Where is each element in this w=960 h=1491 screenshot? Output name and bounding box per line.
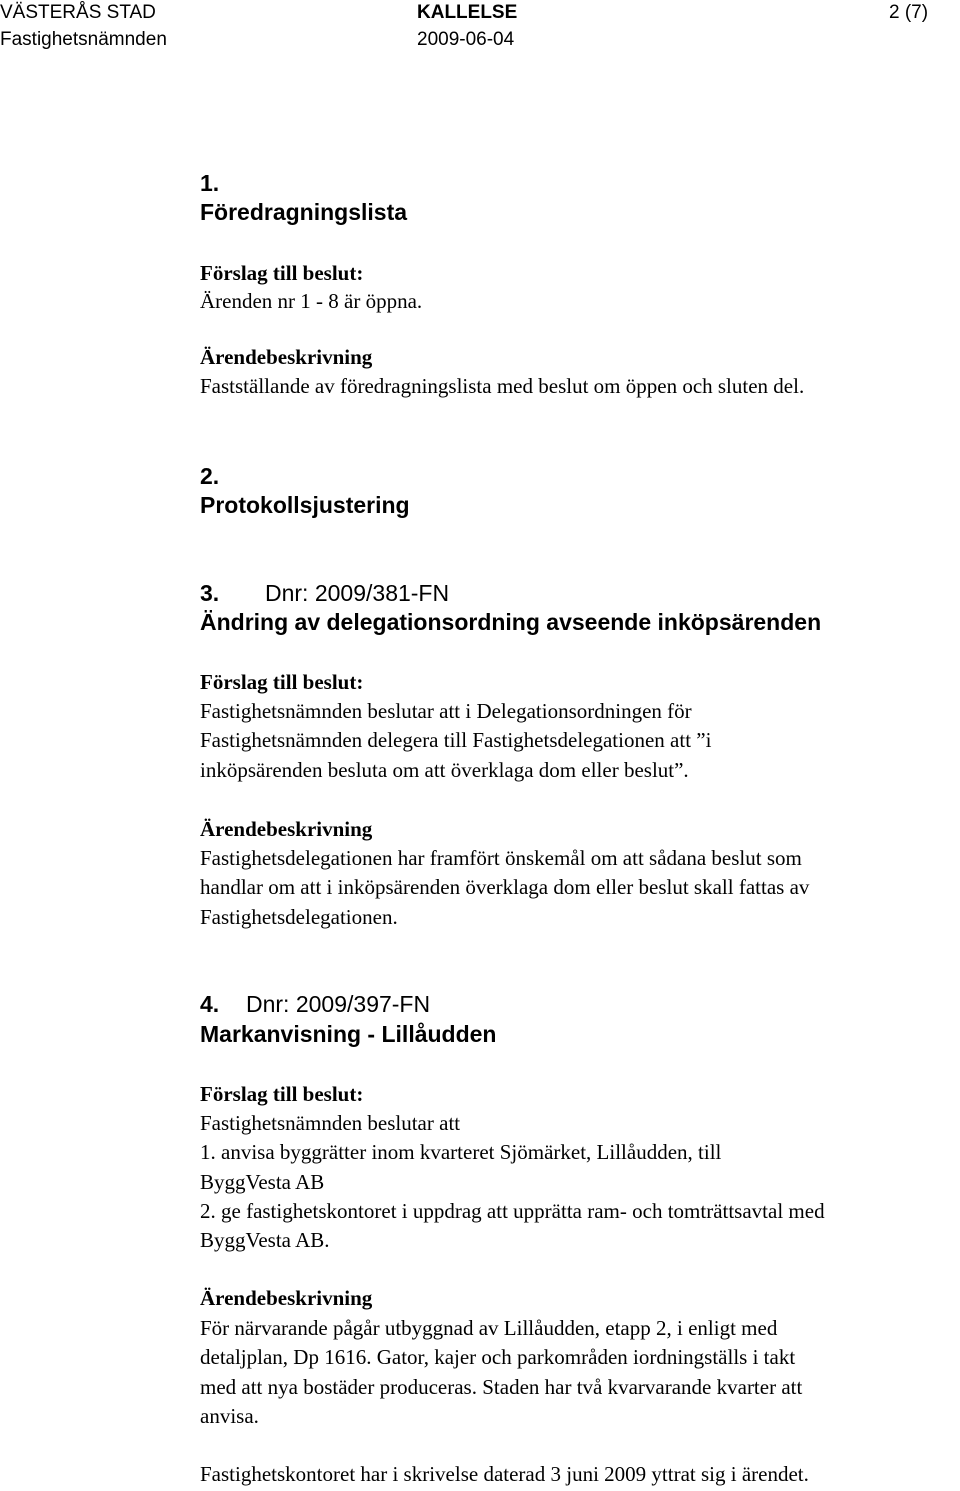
proposal-label: Förslag till beslut: <box>200 1082 364 1106</box>
text-line: ByggVesta AB. <box>200 1228 330 1253</box>
text-line: Fastighetsnämnden beslutar att i Delegationsordningen för <box>200 699 692 723</box>
proposal-text <box>200 697 958 785</box>
case-number: Dnr: 2009/381-FN <box>265 580 450 606</box>
item-title: Protokollsjustering <box>200 492 410 518</box>
text-line: Fastighetsnämnden beslutar att <box>200 1111 461 1135</box>
org-name: VÄSTERÅS STAD <box>0 2 156 23</box>
description-text <box>200 1314 958 1431</box>
doc-date: 2009-06-04 <box>417 29 515 50</box>
item-number: 2. <box>200 463 220 489</box>
item-title: Markanvisning - Lillåudden <box>200 1021 497 1047</box>
description-label: Ärendebeskrivning <box>200 817 373 841</box>
text-line: För närvarande pågår utbyggnad av Lillåudden, etapp 2, i enligt med <box>200 1316 778 1340</box>
text-line: handlar om att i inköpsärenden överklaga dom eller beslut skall fattas av <box>200 875 810 900</box>
item-title: Ändring av delegationsordning avseende inköpsärenden <box>200 609 822 635</box>
text-line: inköpsärenden besluta om att överklaga dom eller beslut”. <box>200 757 689 782</box>
doc-type: KALLELSE <box>417 2 518 23</box>
proposal-text <box>200 1109 958 1255</box>
text-line: anvisa. <box>200 1403 259 1428</box>
item-title: Föredragningslista <box>200 199 408 225</box>
text-line: Fastställande av föredragningslista med beslut om öppen och sluten del. <box>200 374 805 398</box>
item-number: 3. <box>200 580 220 606</box>
text-line: 2. ge fastighetskontoret i uppdrag att upprätta ram- och tomträttsavtal med <box>200 1198 825 1223</box>
description-label: Ärendebeskrivning <box>200 345 373 369</box>
text-line: Ärenden nr 1 - 8 är öppna. <box>200 289 423 313</box>
text-line: Fastighetsdelegationen har framfört önskemål om att sådana beslut som <box>200 846 802 870</box>
text-line: detaljplan, Dp 1616. Gator, kajer och parkområden iordningställs i takt <box>200 1345 796 1370</box>
proposal-label: Förslag till beslut: <box>200 670 364 694</box>
proposal-text <box>200 287 958 316</box>
text-line: Fastighetsnämnden delegera till Fastighetsdelegationen att ”i <box>200 728 712 753</box>
case-number: Dnr: 2009/397-FN <box>246 991 431 1017</box>
text-line: Fastighetskontoret har i skrivelse daterad 3 juni 2009 yttrat sig i ärendet. <box>200 1462 809 1486</box>
item-number: 4. <box>200 991 220 1017</box>
proposal-label: Förslag till beslut: <box>200 261 364 285</box>
item-number: 1. <box>200 170 220 196</box>
text-line: ByggVesta AB <box>200 1169 325 1194</box>
committee-name: Fastighetsnämnden <box>0 29 167 50</box>
text-line: Fastighetsdelegationen. <box>200 904 398 929</box>
text-line: 1. anvisa byggrätter inom kvarteret Sjömärket, Lillåudden, till <box>200 1140 722 1165</box>
description-text-2 <box>200 1460 958 1489</box>
description-text <box>200 372 958 401</box>
description-text <box>200 844 958 932</box>
text-line: med att nya bostäder produceras. Staden har två kvarvarande kvarter att <box>200 1374 803 1399</box>
page-number: 2 (7) <box>889 2 929 23</box>
description-label: Ärendebeskrivning <box>200 1286 373 1310</box>
